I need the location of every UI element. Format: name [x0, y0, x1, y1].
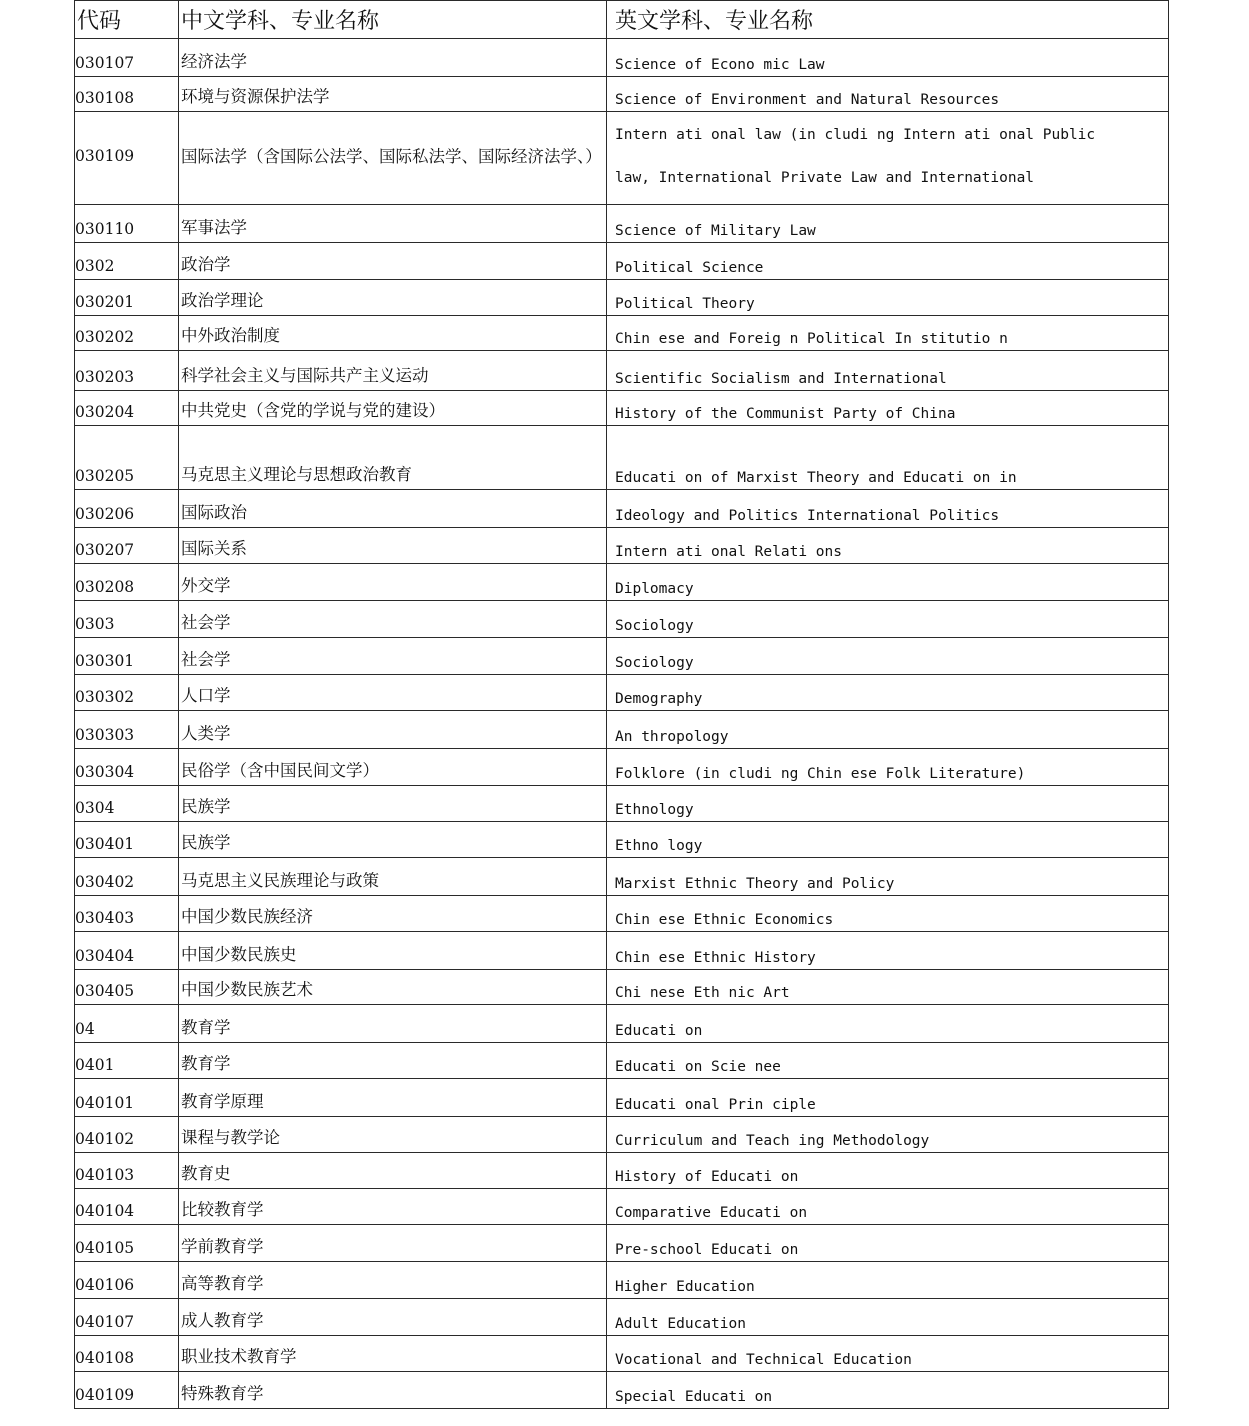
code-cell: 030304: [75, 749, 179, 786]
english-name-cell: Sociology: [607, 638, 1169, 675]
table-row: [75, 1005, 1169, 1043]
code-cell: 030403: [75, 896, 179, 932]
chinese-name-cell: 马克思主义民族理论与政策: [179, 858, 607, 896]
chinese-name-cell: 政治学: [179, 243, 607, 280]
english-name-cell: Science of Econo mic Law: [607, 39, 1169, 77]
code-cell: 030107: [75, 39, 179, 77]
chinese-name-cell: 职业技术教育学: [179, 1336, 607, 1372]
chinese-name-cell: 社会学: [179, 601, 607, 638]
english-name-cell: Curriculum and Teach ing Methodology: [607, 1117, 1169, 1153]
code-cell: 030109: [75, 112, 179, 205]
code-cell: 030110: [75, 205, 179, 243]
table-row: [75, 1299, 1169, 1336]
chinese-name-cell: 政治学理论: [179, 280, 607, 316]
chinese-name-cell: 中共党史（含党的学说与党的建设）: [179, 391, 607, 426]
english-name-cell: Science of Military Law: [607, 205, 1169, 243]
english-name-cell: Sociology: [607, 601, 1169, 638]
chinese-name-cell: 国际关系: [179, 528, 607, 564]
english-name-cell: Educati on Scie nee: [607, 1043, 1169, 1079]
table-row: [75, 896, 1169, 932]
table-row: [75, 1117, 1169, 1153]
code-cell: 040102: [75, 1117, 179, 1153]
chinese-name-cell: 马克思主义理论与思想政治教育: [179, 426, 607, 490]
table-row: [75, 749, 1169, 786]
code-cell: 030301: [75, 638, 179, 675]
chinese-name-cell: 国际法学（含国际公法学、国际私法学、国际经济法学、）: [179, 112, 607, 205]
english-name-cell: Educati onal Prin ciple: [607, 1079, 1169, 1117]
english-name-cell: Marxist Ethnic Theory and Policy: [607, 858, 1169, 896]
table-row: [75, 932, 1169, 970]
chinese-name-cell: 民族学: [179, 822, 607, 858]
table-row: [75, 316, 1169, 351]
table-row: [75, 1336, 1169, 1372]
english-name-cell: Chin ese Ethnic Economics: [607, 896, 1169, 932]
chinese-name-cell: 环境与资源保护法学: [179, 77, 607, 112]
english-name-cell: Chi nese Eth nic Art: [607, 970, 1169, 1005]
discipline-table: [74, 0, 1169, 1409]
english-name-cell: Educati on of Marxist Theory and Educati on in: [607, 426, 1169, 490]
code-cell: 030208: [75, 564, 179, 601]
table-row: [75, 1225, 1169, 1262]
table-row: [75, 786, 1169, 822]
header-english-name: 英文学科、专业名称: [607, 1, 1169, 39]
code-cell: 040107: [75, 1299, 179, 1336]
english-name-cell: An thropology: [607, 711, 1169, 749]
table-row: [75, 77, 1169, 112]
code-cell: 040108: [75, 1336, 179, 1372]
english-name-cell: Science of Environment and Natural Resources: [607, 77, 1169, 112]
chinese-name-cell: 外交学: [179, 564, 607, 601]
english-name-cell: Ethnology: [607, 786, 1169, 822]
code-cell: 040101: [75, 1079, 179, 1117]
code-cell: 040105: [75, 1225, 179, 1262]
code-cell: 0304: [75, 786, 179, 822]
table-row: [75, 280, 1169, 316]
english-name-cell: Diplomacy: [607, 564, 1169, 601]
english-name-cell: Intern ati onal law (in cludi ng Intern ati onal Public law, International Private Law and International: [607, 112, 1169, 205]
code-cell: 030201: [75, 280, 179, 316]
code-cell: 030404: [75, 932, 179, 970]
chinese-name-cell: 中国少数民族艺术: [179, 970, 607, 1005]
english-name-cell: Special Educati on: [607, 1372, 1169, 1409]
table-row: [75, 243, 1169, 280]
table-row: [75, 1189, 1169, 1225]
header-chinese-name: 中文学科、专业名称: [179, 1, 607, 39]
table-row: [75, 1262, 1169, 1299]
chinese-name-cell: 特殊教育学: [179, 1372, 607, 1409]
code-cell: 040106: [75, 1262, 179, 1299]
table-row: [75, 490, 1169, 528]
chinese-name-cell: 民俗学（含中国民间文学）: [179, 749, 607, 786]
code-cell: 0401: [75, 1043, 179, 1079]
chinese-name-cell: 社会学: [179, 638, 607, 675]
code-cell: 030206: [75, 490, 179, 528]
table-row: [75, 528, 1169, 564]
code-cell: 040103: [75, 1153, 179, 1189]
table-row: [75, 1153, 1169, 1189]
english-name-cell: Pre-school Educati on: [607, 1225, 1169, 1262]
chinese-name-cell: 军事法学: [179, 205, 607, 243]
english-name-cell: Demography: [607, 675, 1169, 711]
table-row: [75, 39, 1169, 77]
chinese-name-cell: 教育学: [179, 1043, 607, 1079]
table-row: [75, 351, 1169, 391]
code-cell: 030108: [75, 77, 179, 112]
header-code: 代码: [75, 1, 179, 39]
code-cell: 030401: [75, 822, 179, 858]
code-cell: 030205: [75, 426, 179, 490]
code-cell: 030302: [75, 675, 179, 711]
english-name-cell: Vocational and Technical Education: [607, 1336, 1169, 1372]
english-name-cell: Adult Education: [607, 1299, 1169, 1336]
english-name-cell: Educati on: [607, 1005, 1169, 1043]
table-body: [75, 39, 1169, 1409]
english-name-cell: Comparative Educati on: [607, 1189, 1169, 1225]
english-name-cell: Higher Education: [607, 1262, 1169, 1299]
english-name-cell: Chin ese and Foreig n Political In stitutio n: [607, 316, 1169, 351]
code-cell: 030202: [75, 316, 179, 351]
code-cell: 030203: [75, 351, 179, 391]
code-cell: 040109: [75, 1372, 179, 1409]
table-row: [75, 391, 1169, 426]
code-cell: 0303: [75, 601, 179, 638]
chinese-name-cell: 国际政治: [179, 490, 607, 528]
english-name-cell: Intern ati onal Relati ons: [607, 528, 1169, 564]
table-row: [75, 1043, 1169, 1079]
table-row: [75, 1372, 1169, 1409]
table-row: [75, 675, 1169, 711]
chinese-name-cell: 成人教育学: [179, 1299, 607, 1336]
table-row: [75, 638, 1169, 675]
english-name-cell: Chin ese Ethnic History: [607, 932, 1169, 970]
chinese-name-cell: 教育学: [179, 1005, 607, 1043]
chinese-name-cell: 中国少数民族史: [179, 932, 607, 970]
chinese-name-cell: 教育学原理: [179, 1079, 607, 1117]
table-row: [75, 822, 1169, 858]
table-row: [75, 601, 1169, 638]
english-name-cell: Political Theory: [607, 280, 1169, 316]
code-cell: 04: [75, 1005, 179, 1043]
table-row: [75, 858, 1169, 896]
chinese-name-cell: 经济法学: [179, 39, 607, 77]
code-cell: 040104: [75, 1189, 179, 1225]
chinese-name-cell: 高等教育学: [179, 1262, 607, 1299]
english-name-cell: Political Science: [607, 243, 1169, 280]
chinese-name-cell: 教育史: [179, 1153, 607, 1189]
english-name-cell: Ethno logy: [607, 822, 1169, 858]
code-cell: 030207: [75, 528, 179, 564]
chinese-name-cell: 中国少数民族经济: [179, 896, 607, 932]
chinese-name-cell: 科学社会主义与国际共产主义运动: [179, 351, 607, 391]
table-row: [75, 112, 1169, 205]
code-cell: 030303: [75, 711, 179, 749]
table-row: [75, 205, 1169, 243]
table-row: [75, 564, 1169, 601]
english-name-cell: Folklore (in cludi ng Chin ese Folk Literature): [607, 749, 1169, 786]
table-row: [75, 711, 1169, 749]
chinese-name-cell: 民族学: [179, 786, 607, 822]
table-header-row: [75, 1, 1169, 39]
code-cell: 030402: [75, 858, 179, 896]
table-row: [75, 970, 1169, 1005]
chinese-name-cell: 课程与教学论: [179, 1117, 607, 1153]
table-row: [75, 1079, 1169, 1117]
english-name-cell: Scientific Socialism and International: [607, 351, 1169, 391]
chinese-name-cell: 学前教育学: [179, 1225, 607, 1262]
code-cell: 030204: [75, 391, 179, 426]
chinese-name-cell: 中外政治制度: [179, 316, 607, 351]
english-name-cell: History of Educati on: [607, 1153, 1169, 1189]
english-name-cell: Ideology and Politics International Politics: [607, 490, 1169, 528]
english-name-cell: History of the Communist Party of China: [607, 391, 1169, 426]
chinese-name-cell: 比较教育学: [179, 1189, 607, 1225]
chinese-name-cell: 人口学: [179, 675, 607, 711]
code-cell: 0302: [75, 243, 179, 280]
code-cell: 030405: [75, 970, 179, 1005]
chinese-name-cell: 人类学: [179, 711, 607, 749]
table-row: [75, 426, 1169, 490]
